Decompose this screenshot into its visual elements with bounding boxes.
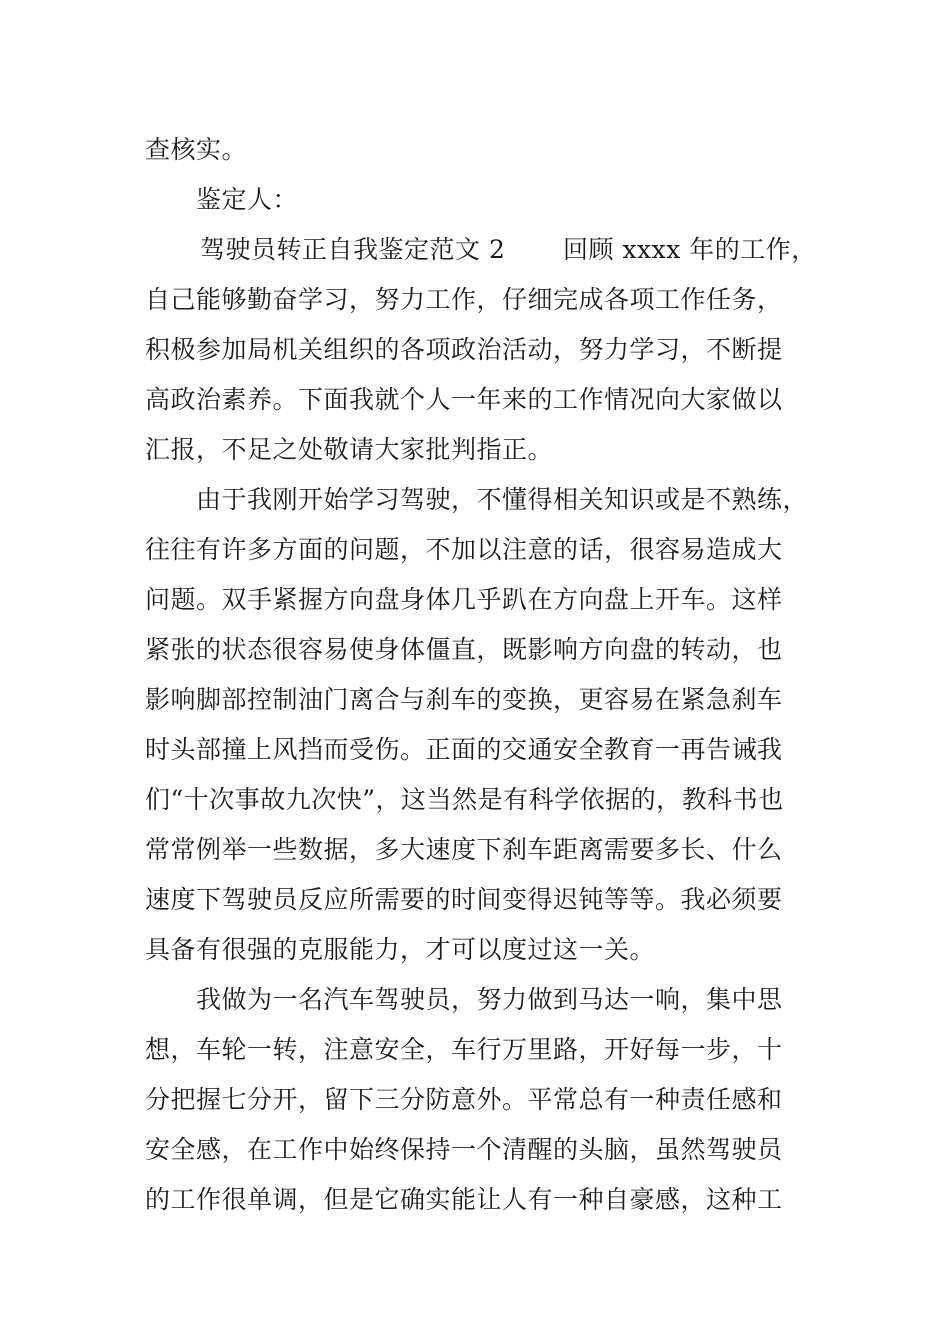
text-line: 问题。双手紧握方向盘身体几乎趴在方向盘上开车。这样 (145, 585, 783, 614)
text-line: 速度下驾驶员反应所需要的时间变得迟钝等等。我必须要 (145, 885, 783, 914)
text-line: 具备有很强的克服能力，才可以度过这一关。 (145, 935, 656, 964)
text-line: 查核实。 (145, 135, 248, 164)
paragraph-start: 我做为一名汽车驾驶员，努力做到马达一响，集中思 (196, 985, 783, 1014)
text-line: 常常例举一些数据，多大速度下刹车距离需要多长、什么 (145, 835, 783, 864)
paragraph-start: 由于我刚开始学习驾驶，不懂得相关知识或是不熟练， (196, 485, 809, 514)
text-line: 分把握七分开，留下三分防意外。平常总有一种责任感和 (145, 1085, 783, 1114)
text-line: 自己能够勤奋学习，努力工作，仔细完成各项工作任务， (145, 285, 783, 314)
section-title: 驾驶员转正自我鉴定范文 2 (200, 235, 506, 264)
text-line: 们“十次事故九次快”，这当然是有科学依据的，教科书也 (145, 785, 784, 814)
signature-label: 鉴定人： (196, 185, 299, 214)
text-line: 积极参加局机关组织的各项政治活动，努力学习，不断提 (145, 335, 783, 364)
text-line: 高政治素养。下面我就个人一年来的工作情况向大家做以 (145, 385, 783, 414)
text-line: 汇报，不足之处敬请大家批判指正。 (145, 435, 554, 464)
text-line: 往往有许多方面的问题，不加以注意的话，很容易造成大 (145, 535, 783, 564)
text-line: 想，车轮一转，注意安全，车行万里路，开好每一步，十 (145, 1035, 783, 1064)
text-line: 回顾 xxxx 年的工作， (563, 235, 817, 264)
text-line: 安全感，在工作中始终保持一个清醒的头脑，虽然驾驶员 (145, 1135, 783, 1164)
text-line: 影响脚部控制油门离合与刹车的变换，更容易在紧急刹车 (145, 685, 783, 714)
text-line: 的工作很单调，但是它确实能让人有一种自豪感，这种工 (145, 1185, 783, 1214)
text-line: 时头部撞上风挡而受伤。正面的交通安全教育一再告诫我 (145, 735, 783, 764)
text-line: 紧张的状态很容易使身体僵直，既影响方向盘的转动，也 (145, 635, 783, 664)
